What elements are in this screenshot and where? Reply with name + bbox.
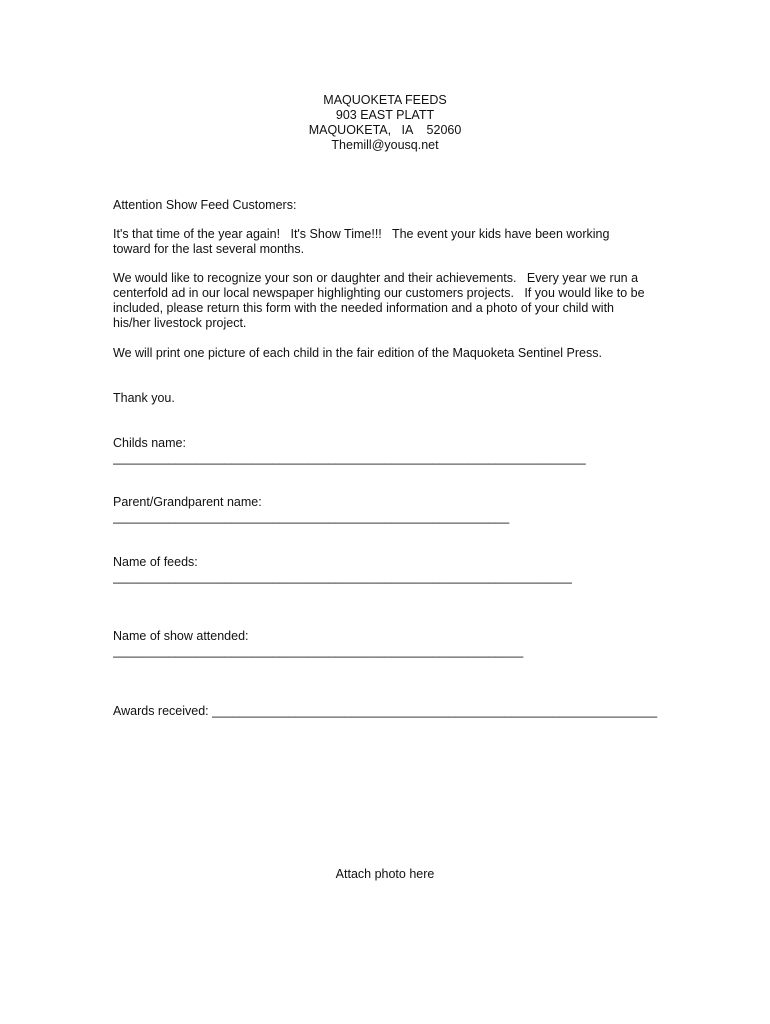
show-attended-line[interactable]: ___________________________________________________________ [113,644,524,658]
paragraph-2-line-1: We would like to recognize your son or daughter and their achievements. Every year we run a [113,271,639,285]
paragraph-2-line-4: his/her livestock project. [113,316,247,330]
company-name: MAQUOKETA FEEDS [323,93,447,107]
paragraph-1-line-2: toward for the last several months. [113,242,305,256]
childs-name-line[interactable]: ____________________________________________________________________ [113,451,586,465]
photo-area[interactable] [0,867,770,882]
paragraph-3 [113,346,673,361]
awards-row [113,704,673,719]
awards-line[interactable]: ________________________________________________________________ [212,704,658,718]
show-attended-label: Name of show attended: [113,629,249,643]
paragraph-1-line-1: It's that time of the year again! It's Show Time!!! The event your kids have been working [113,227,610,241]
closing [113,391,673,406]
childs-name-label: Childs name: [113,436,186,450]
feeds-name-line[interactable]: __________________________________________________________________ [113,570,572,584]
photo-label: Attach photo here [335,867,435,881]
childs-name-field [113,436,673,466]
street-address: 903 EAST PLATT [335,108,435,122]
paragraph-2 [113,271,673,331]
awards-label: Awards received: [113,704,213,718]
parent-name-field [113,495,673,525]
greeting [113,198,673,213]
paragraph-2-line-3: included, please return this form with the needed information and a photo of your child with [113,301,614,315]
letterhead [0,93,770,153]
paragraph-3-text: We will print one picture of each child in the fair edition of the Maquoketa Sentinel Press. [113,346,602,360]
show-attended-field [113,629,673,659]
feeds-name-field [113,555,673,585]
parent-name-label: Parent/Grandparent name: [113,495,262,509]
paragraph-1 [113,227,673,257]
city-state-zip: MAQUOKETA, IA 52060 [308,123,462,137]
awards-field [113,704,673,719]
closing-text: Thank you. [113,391,175,405]
parent-name-line[interactable]: _________________________________________________________ [113,510,510,524]
greeting-text: Attention Show Feed Customers: [113,198,297,212]
feeds-name-label: Name of feeds: [113,555,198,569]
paragraph-2-line-2: centerfold ad in our local newspaper highlighting our customers projects. If you would like to be [113,286,645,300]
email-address: Themill@yousq.net [331,138,439,152]
